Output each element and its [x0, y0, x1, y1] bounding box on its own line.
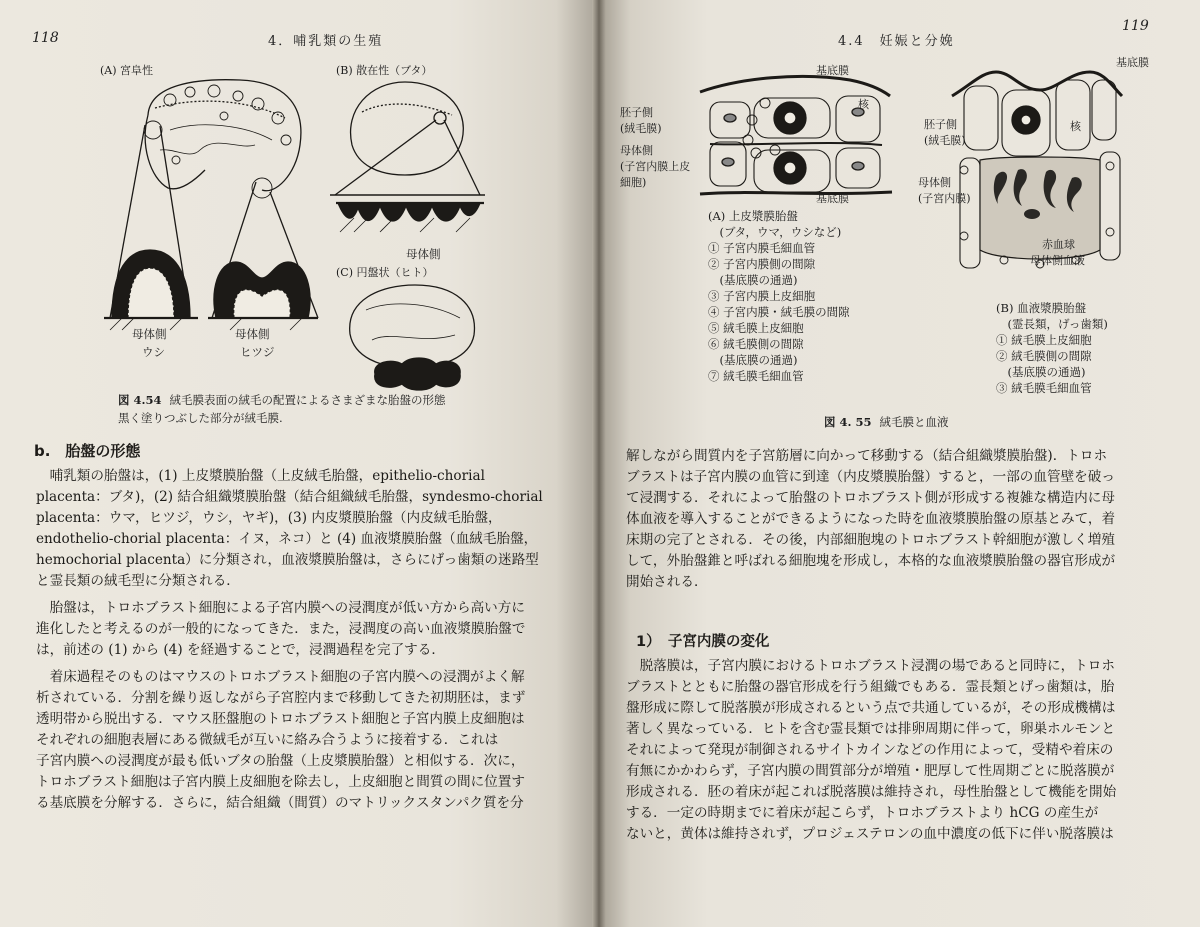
figure-caption-text: 絨毛膜と血液 [879, 415, 949, 429]
b-maternal-blood-label: 母体側血液 [1030, 254, 1085, 267]
legend-line: ⑦ 絨毛膜毛細血管 [708, 369, 804, 383]
legend-a [708, 208, 850, 384]
body-line: 盤形成に際して脱落膜が形成されるという点で共通しているが，その形成機構は [626, 700, 1116, 716]
legend-line: ② 絨毛膜側の間隙 [996, 349, 1092, 363]
body-line: 開始される． [626, 574, 708, 590]
figure-caption-text: 絨毛膜表面の絨毛の配置によるさまざまな胎盤の形態 [169, 393, 446, 407]
a-side-label: 母体側 [620, 144, 653, 157]
legend-line: (B) 血液漿膜胎盤 [996, 301, 1087, 315]
legend-line: (霊長類，げっ歯類) [996, 317, 1108, 331]
body-line: hemochorial placenta）に分類され，血液漿膜胎盤は，さらにげっ歯類の迷路型 [36, 552, 539, 568]
left-body-text [36, 466, 588, 814]
figure-number: 図 4.54 [118, 393, 162, 407]
legend-line: ③ 子宮内膜上皮細胞 [708, 289, 816, 303]
body-line: 着床過程そのものはマウスのトロホブラスト細胞の子宮内膜への浸潤がよく解 [36, 669, 525, 685]
body-line: トロホブラスト細胞は子宮内膜上皮細胞を除去し，上皮細胞と間質の間に位置す [36, 774, 525, 790]
a-side-label: (絨毛膜) [620, 122, 662, 135]
legend-line: (ブタ，ウマ，ウシなど) [708, 225, 842, 239]
legend-line: ① 絨毛膜上皮細胞 [996, 333, 1092, 347]
legend-line: ① 子宮内膜毛細血管 [708, 241, 816, 255]
a-basement-membrane-bottom-label: 基底膜 [816, 192, 849, 205]
b-side-label: 母体側 [918, 176, 951, 189]
legend-line: ④ 子宮内膜・絨毛膜の間隙 [708, 305, 850, 319]
body-line: endothelio-chorial placenta：イヌ，ネコ）と (4) 血液漿膜胎盤（血絨毛胎盤， [36, 531, 538, 547]
body-line: 床期の完了とされる．その後，内部細胞塊のトロホブラスト幹細胞が激しく増殖 [626, 532, 1115, 548]
b-rbc-label: 赤血球 [1042, 238, 1075, 251]
a-basement-membrane-top-label: 基底膜 [816, 64, 849, 77]
body-line: 著しく異なっている．ヒトを含む霊長類では排卵周期に伴って，卵巣ホルモンと [626, 721, 1116, 737]
uterus-outline [148, 80, 301, 191]
right-body-text [626, 446, 1186, 593]
body-line: ないと，黄体は維持されず，プロジェステロンの血中濃度の低下に伴い脱落膜は [626, 826, 1114, 842]
a-side-label: 細胞) [620, 176, 647, 189]
figure-caption [118, 392, 446, 408]
running-head: 4．哺乳類の生殖 [268, 34, 384, 49]
body-line: それによって発現が制御されるサイトカインなどの作用によって，受精や着床の [626, 742, 1114, 758]
body-line: ブラストとともに胎盤の器官形成を行う組織でもある．霊長類とげっ歯類は，胎 [626, 679, 1115, 695]
legend-line: ③ 絨毛膜毛細血管 [996, 381, 1092, 395]
body-line: それぞれの細胞表層にある微絨毛が互いに絡み合うように接着する．これは [36, 732, 499, 748]
legend-line: (A) 上皮漿膜胎盤 [708, 209, 798, 223]
body-line: 進化したと考えるのが一般的になってきた．また，浸潤度の高い血液漿膜胎盤で [36, 621, 526, 637]
panel-a-label: (A) 宮阜性 [100, 64, 154, 77]
maternal-side-label-cow: 母体側 [132, 327, 167, 341]
body-line: する．一定の時期までに着床が起こらず，トロホブラストより hCG の産生が [626, 805, 1099, 821]
body-line: 析されている．分割を繰り返しながら子宮腔内まで移動してきた初期胚は，まず [36, 690, 526, 706]
legend-line: ⑤ 絨毛膜上皮細胞 [708, 321, 804, 335]
a-side-label: (子宮内膜上皮 [620, 160, 691, 173]
panel-b-label: (B) 散在性（ブタ） [336, 64, 433, 77]
b-nucleus-label: 核 [1070, 120, 1081, 133]
body-line: は，前述の (1) から (4) を経過することで，浸潤過程を完了する． [36, 642, 445, 658]
page-number: 119 [1122, 18, 1149, 34]
figure-caption-line-2: 黒く塗りつぶした部分が絨毛膜. [118, 411, 283, 425]
body-line: 有無にかかわらず，子宮内膜の間質部分が増殖・肥厚して性周期ごとに脱落膜が [626, 763, 1115, 779]
running-head: 4.4 妊娠と分娩 [838, 34, 955, 49]
page-number: 118 [32, 30, 59, 46]
body-line: 子宮内膜への浸潤度が最も低いブタの胎盤（上皮漿膜胎盤）と相似する．次に， [36, 753, 525, 769]
body-line: る基底膜を分解する．さらに，結合組織（間質）のマトリックスタンパク質を分 [36, 795, 524, 811]
body-line: 透明帯から脱出する．マウス胚盤胞のトロホブラスト細胞と子宮内膜上皮細胞は [36, 711, 525, 727]
body-line: 胎盤は，トロホブラスト細胞による子宮内膜への浸潤度が低い方から高い方に [36, 600, 525, 616]
right-body-text-2 [626, 656, 1186, 845]
a-nucleus-label: 核 [858, 98, 869, 111]
maternal-side-label-b: 母体側 [406, 247, 441, 261]
legend-line: (基底膜の通過) [996, 365, 1086, 379]
b-side-label: (子宮内膜) [918, 192, 971, 205]
legend-line: (基底膜の通過) [708, 353, 798, 367]
b-side-label: 胚子側 [924, 118, 957, 131]
left-page [0, 0, 598, 927]
body-line: と霊長類の絨毛型に分類される． [36, 573, 240, 589]
body-line: 脱落膜は，子宮内膜におけるトロホブラスト浸潤の場であると同時に，トロホ [626, 658, 1115, 674]
figure-caption [824, 414, 949, 430]
legend-line: ⑥ 絨毛膜側の間隙 [708, 337, 804, 351]
section-heading: b. 胎盤の形態 [34, 442, 141, 460]
body-line: placenta：ウマ，ヒツジ，ウシ，ヤギ)，(3) 内皮漿膜胎盤（内皮絨毛胎盤， [36, 510, 502, 526]
right-page [600, 0, 1200, 927]
figure-4-54-illustration [0, 0, 598, 390]
body-line: ブラストは子宮内膜の血管に到達（内皮漿膜胎盤）すると，一部の血管壁を破っ [626, 469, 1115, 485]
body-line: 哺乳類の胎盤は，(1) 上皮漿膜胎盤（上皮絨毛胎盤，epithelio-chorial [36, 468, 485, 484]
book-gutter [592, 0, 606, 927]
body-line: 体血液を導入することができるようになった時を血液漿膜胎盤の原基とみて，着 [626, 511, 1116, 527]
a-side-label: 胚子側 [620, 106, 653, 119]
legend-line: (基底膜の通過) [708, 273, 798, 287]
body-line: 形成される．胚の着床が起これば脱落膜は維持され，母性胎盤として機能を開始 [626, 784, 1117, 800]
body-line: て浸潤する．それによって胎盤のトロホブラスト側が形成する複雑な構造内に母 [626, 490, 1115, 506]
animal-label-cow: ウシ [142, 345, 165, 359]
figure-4-55-illustration [600, 0, 1200, 290]
animal-label-sheep: ヒツジ [240, 345, 275, 359]
legend-line: ② 子宮内膜側の間隙 [708, 257, 816, 271]
legend-b [996, 300, 1108, 396]
panel-c-label: (C) 円盤状（ヒト） [336, 266, 434, 279]
b-basement-membrane-label: 基底膜 [1116, 56, 1149, 69]
subsection-heading: 1） 子宮内膜の変化 [636, 634, 770, 650]
figure-number: 図 4. 55 [824, 415, 872, 429]
maternal-side-label-sheep: 母体側 [235, 327, 270, 341]
body-line: placenta：ブタ)，(2) 結合組織漿膜胎盤（結合組織絨毛胎盤，syndesmo-chorial [36, 489, 543, 505]
body-line: 解しながら間質内を子宮筋層に向かって移動する（結合組織漿膜胎盤)．トロホ [626, 448, 1108, 464]
body-line: して，外胎盤錐と呼ばれる細胞塊を形成し，本格的な血液漿膜胎盤の器官形成が [626, 553, 1116, 569]
b-side-label: (絨毛膜) [924, 134, 966, 147]
